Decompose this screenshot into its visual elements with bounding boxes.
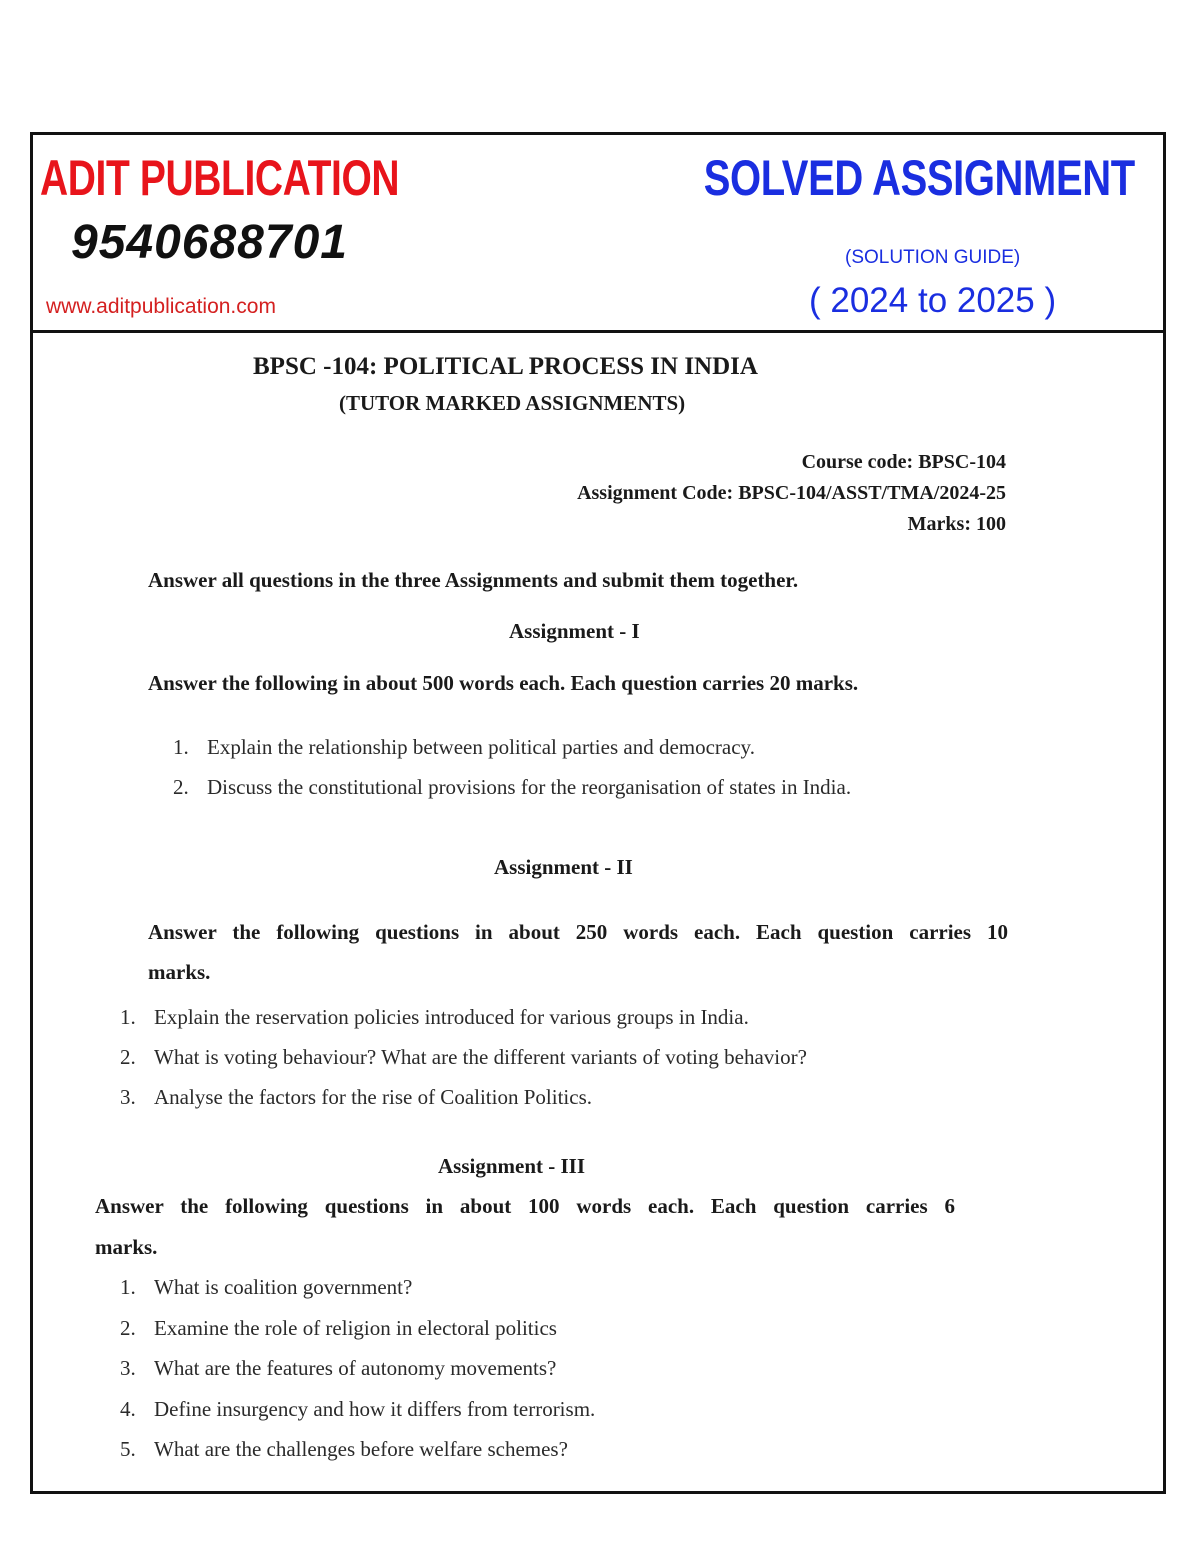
assignment-2-question <box>120 1045 807 1070</box>
assignment-3-question <box>120 1437 568 1462</box>
question-text: Explain the reservation policies introduced for various groups in India. <box>154 1005 749 1029</box>
question-text: Explain the relationship between political parties and democracy. <box>207 735 755 759</box>
question-text: What is voting behaviour? What are the different variants of voting behavior? <box>154 1045 807 1069</box>
question-number: 1. <box>173 735 189 759</box>
question-text: Discuss the constitutional provisions for the reorganisation of states in India. <box>207 775 852 799</box>
assignment-3-heading: Assignment - III <box>438 1154 586 1178</box>
question-number: 5. <box>120 1437 136 1461</box>
question-text: What are the features of autonomy movements? <box>154 1356 557 1380</box>
question-number: 2. <box>120 1045 136 1069</box>
solution-guide-label: (SOLUTION GUIDE) <box>845 247 1021 268</box>
question-text: Examine the role of religion in electoral politics <box>154 1316 557 1340</box>
question-number: 2. <box>120 1316 136 1340</box>
question-number: 3. <box>120 1085 136 1109</box>
assignment-2-question <box>120 1085 592 1110</box>
total-marks: Marks: 100 <box>907 513 1006 535</box>
course-title: BPSC -104: POLITICAL PROCESS IN INDIA <box>253 353 758 380</box>
question-text: What are the challenges before welfare schemes? <box>154 1437 568 1461</box>
assignment-body <box>33 135 1163 1491</box>
question-number: 2. <box>173 775 189 799</box>
assignment-3-question <box>120 1316 557 1341</box>
assignment-1-heading: Assignment - I <box>509 619 640 643</box>
session-years: ( 2024 to 2025 ) <box>809 281 1057 320</box>
assignment-code: Assignment Code: BPSC-104/ASST/TMA/2024-25 <box>577 482 1006 504</box>
question-number: 3. <box>120 1356 136 1380</box>
question-text: Analyse the factors for the rise of Coalition Politics. <box>154 1085 592 1109</box>
page-frame <box>30 132 1166 1494</box>
course-subtitle: (TUTOR MARKED ASSIGNMENTS) <box>339 391 686 415</box>
publisher-phone: 9540688701 <box>71 216 348 269</box>
question-number: 1. <box>120 1275 136 1299</box>
assignment-1-question <box>173 735 755 760</box>
question-number: 4. <box>120 1397 136 1421</box>
assignment-3-question <box>120 1275 412 1300</box>
course-code: Course code: BPSC-104 <box>801 451 1006 473</box>
assignment-2-heading: Assignment - II <box>494 855 633 879</box>
assignment-1-instruction: Answer the following in about 500 words each. Each question carries 20 marks. <box>148 671 859 695</box>
assignment-3-question <box>120 1356 556 1381</box>
solved-assignment-title: SOLVED ASSIGNMENT <box>703 150 1135 206</box>
general-instruction: Answer all questions in the three Assignments and submit them together. <box>148 568 799 592</box>
question-number: 1. <box>120 1005 136 1029</box>
publisher-website: www.aditpublication.com <box>46 295 276 318</box>
publisher-name: ADIT PUBLICATION <box>40 150 400 206</box>
assignment-3-instruction-line-2: marks. <box>95 1235 158 1259</box>
question-text: What is coalition government? <box>154 1275 413 1299</box>
assignment-3-question <box>120 1397 595 1422</box>
assignment-2-instruction-line-1: Answer the following questions in about 250 words each. Each question carries 10 <box>148 920 1008 944</box>
question-text: Define insurgency and how it differs from terrorism. <box>154 1397 596 1421</box>
assignment-2-question <box>120 1005 749 1030</box>
assignment-1-question <box>173 775 851 800</box>
assignment-2-instruction-line-2: marks. <box>148 960 211 984</box>
assignment-3-instruction-line-1: Answer the following questions in about 100 words each. Each question carries 6 <box>95 1194 955 1218</box>
